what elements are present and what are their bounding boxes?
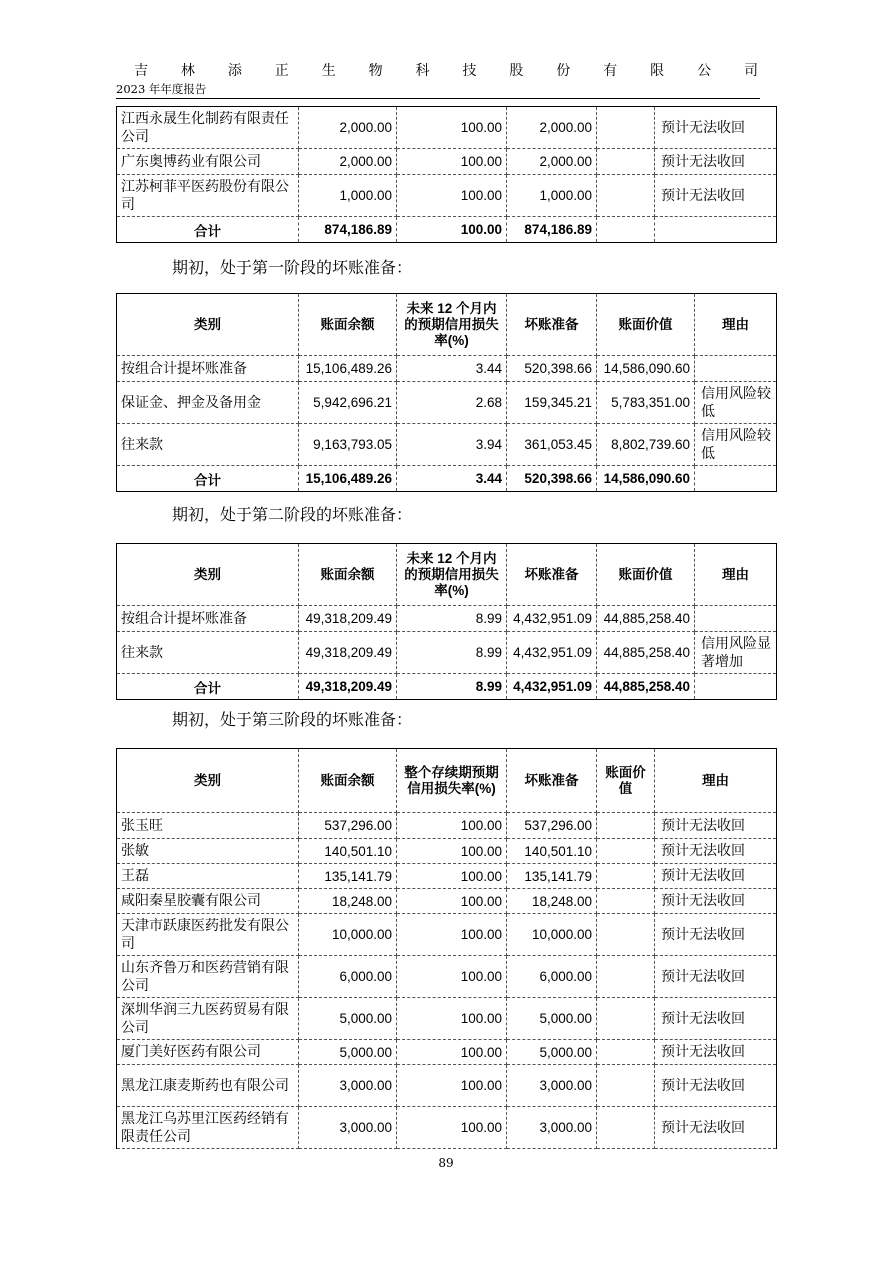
reason-cell: 预计无法收回 xyxy=(655,998,777,1040)
rate-cell: 100.00 xyxy=(397,889,507,914)
rate-cell: 3.44 xyxy=(397,356,507,382)
category-cell: 黑龙江乌苏里江医药经销有限责任公司 xyxy=(117,1107,299,1149)
total-label: 合计 xyxy=(117,466,299,492)
total-row xyxy=(117,466,777,492)
table-row xyxy=(117,424,777,466)
reason-cell: 预计无法收回 xyxy=(655,1040,777,1065)
table-row xyxy=(117,914,777,956)
reason-cell: 预计无法收回 xyxy=(655,175,777,217)
category-cell: 王磊 xyxy=(117,864,299,889)
provision-cell: 1,000.00 xyxy=(507,175,597,217)
reason-cell: 预计无法收回 xyxy=(655,889,777,914)
book-value-cell: 8,802,739.60 xyxy=(597,424,695,466)
book-value-cell: 14,586,090.60 xyxy=(597,356,695,382)
total-row xyxy=(117,217,777,243)
reason-cell: 信用风险较低 xyxy=(695,424,777,466)
table-row xyxy=(117,1107,777,1149)
provision-cell: 135,141.79 xyxy=(507,864,597,889)
provision-cell: 874,186.89 xyxy=(507,217,597,243)
book-value-cell xyxy=(597,839,655,864)
category-cell: 江西永晟生化制药有限责任公司 xyxy=(117,107,299,149)
provision-cell: 361,053.45 xyxy=(507,424,597,466)
book-value-cell xyxy=(597,175,655,217)
balance-cell: 5,000.00 xyxy=(299,1040,397,1065)
column-header: 整个存续期预期信用损失率(%) xyxy=(397,749,507,813)
table-row xyxy=(117,1065,777,1107)
rate-cell: 3.44 xyxy=(397,466,507,492)
balance-cell: 49,318,209.49 xyxy=(299,606,397,632)
rate-cell: 100.00 xyxy=(397,107,507,149)
reason-cell: 预计无法收回 xyxy=(655,839,777,864)
category-cell: 咸阳秦星胶囊有限公司 xyxy=(117,889,299,914)
section-title-stage1: 期初，处于第一阶段的坏账准备： xyxy=(172,258,413,277)
header-row xyxy=(117,544,777,606)
reason-cell xyxy=(655,217,777,243)
column-header: 理由 xyxy=(695,294,777,356)
category-cell: 黑龙江康麦斯药也有限公司 xyxy=(117,1065,299,1107)
provision-cell: 5,000.00 xyxy=(507,1040,597,1065)
provision-cell: 537,296.00 xyxy=(507,813,597,839)
book-value-cell xyxy=(597,1107,655,1149)
rate-cell: 8.99 xyxy=(397,632,507,674)
reason-cell: 预计无法收回 xyxy=(655,149,777,175)
column-header: 理由 xyxy=(695,544,777,606)
rate-cell: 100.00 xyxy=(397,813,507,839)
book-value-cell xyxy=(597,107,655,149)
company-char: 吉 xyxy=(134,63,148,79)
balance-cell: 537,296.00 xyxy=(299,813,397,839)
book-value-cell xyxy=(597,956,655,998)
table-row xyxy=(117,839,777,864)
column-header: 坏账准备 xyxy=(507,294,597,356)
column-header: 类别 xyxy=(117,749,299,813)
reason-cell: 信用风险显著增加 xyxy=(695,632,777,674)
company-char: 生 xyxy=(321,63,336,79)
reason-cell xyxy=(695,674,777,700)
balance-cell: 3,000.00 xyxy=(299,1107,397,1149)
section-title-stage2: 期初，处于第二阶段的坏账准备： xyxy=(172,505,413,524)
company-char: 科 xyxy=(415,63,430,79)
book-value-cell: 14,586,090.60 xyxy=(597,466,695,492)
category-cell: 张玉旺 xyxy=(117,813,299,839)
book-value-cell xyxy=(597,889,655,914)
category-cell: 往来款 xyxy=(117,424,299,466)
company-char: 物 xyxy=(368,63,383,79)
reason-cell xyxy=(695,606,777,632)
category-cell: 张敏 xyxy=(117,839,299,864)
column-header: 账面余额 xyxy=(299,294,397,356)
reason-cell: 预计无法收回 xyxy=(655,864,777,889)
company-char: 有 xyxy=(603,63,618,79)
rate-cell: 100.00 xyxy=(397,175,507,217)
balance-cell: 2,000.00 xyxy=(299,149,397,175)
section-title-stage3: 期初，处于第三阶段的坏账准备： xyxy=(172,710,413,729)
column-header: 类别 xyxy=(117,294,299,356)
column-header: 账面价值 xyxy=(597,544,695,606)
company-char: 添 xyxy=(227,63,242,79)
balance-cell: 10,000.00 xyxy=(299,914,397,956)
rate-cell: 100.00 xyxy=(397,998,507,1040)
table-row xyxy=(117,149,777,175)
header-row xyxy=(117,749,777,813)
company-char: 份 xyxy=(556,63,571,79)
table-row xyxy=(117,356,777,382)
rate-cell: 3.94 xyxy=(397,424,507,466)
table-row xyxy=(117,864,777,889)
category-cell: 按组合计提坏账准备 xyxy=(117,356,299,382)
category-cell: 山东齐鲁万和医药营销有限公司 xyxy=(117,956,299,998)
category-cell: 深圳华润三九医药贸易有限公司 xyxy=(117,998,299,1040)
provision-cell: 4,432,951.09 xyxy=(507,606,597,632)
column-header: 账面余额 xyxy=(299,544,397,606)
company-char: 公 xyxy=(697,63,712,79)
book-value-cell xyxy=(597,149,655,175)
reason-cell: 预计无法收回 xyxy=(655,956,777,998)
balance-cell: 1,000.00 xyxy=(299,175,397,217)
category-cell: 厦门美好医药有限公司 xyxy=(117,1040,299,1065)
book-value-cell: 44,885,258.40 xyxy=(597,674,695,700)
company-char: 林 xyxy=(180,63,195,79)
reason-cell xyxy=(695,356,777,382)
provision-cell: 140,501.10 xyxy=(507,839,597,864)
total-label: 合计 xyxy=(117,217,299,243)
column-header: 理由 xyxy=(655,749,777,813)
reason-cell: 预计无法收回 xyxy=(655,813,777,839)
column-header: 坏账准备 xyxy=(507,749,597,813)
balance-cell: 15,106,489.26 xyxy=(299,466,397,492)
table-row xyxy=(117,956,777,998)
category-cell: 江苏柯菲平医药股份有限公司 xyxy=(117,175,299,217)
provision-cell: 4,432,951.09 xyxy=(507,632,597,674)
balance-cell: 140,501.10 xyxy=(299,839,397,864)
rate-cell: 8.99 xyxy=(397,606,507,632)
provision-cell: 5,000.00 xyxy=(507,998,597,1040)
provision-cell: 2,000.00 xyxy=(507,107,597,149)
balance-cell: 5,000.00 xyxy=(299,998,397,1040)
rate-cell: 8.99 xyxy=(397,674,507,700)
table-row xyxy=(117,107,777,149)
provision-cell: 3,000.00 xyxy=(507,1107,597,1149)
book-value-cell xyxy=(597,914,655,956)
balance-cell: 5,942,696.21 xyxy=(299,382,397,424)
rate-cell: 100.00 xyxy=(397,914,507,956)
category-cell: 广东奥博药业有限公司 xyxy=(117,149,299,175)
book-value-cell: 44,885,258.40 xyxy=(597,606,695,632)
book-value-cell xyxy=(597,998,655,1040)
rate-cell: 100.00 xyxy=(397,217,507,243)
report-subtitle: 2023 年年度报告 xyxy=(116,82,207,96)
table-row xyxy=(117,606,777,632)
provision-cell: 520,398.66 xyxy=(507,356,597,382)
balance-cell: 3,000.00 xyxy=(299,1065,397,1107)
reason-cell: 预计无法收回 xyxy=(655,1107,777,1149)
company-char: 正 xyxy=(274,63,289,79)
balance-cell: 6,000.00 xyxy=(299,956,397,998)
book-value-cell xyxy=(597,864,655,889)
rate-cell: 100.00 xyxy=(397,1040,507,1065)
total-row xyxy=(117,674,777,700)
stage1-table xyxy=(116,293,777,492)
table-row xyxy=(117,1040,777,1065)
book-value-cell: 5,783,351.00 xyxy=(597,382,695,424)
balance-cell: 18,248.00 xyxy=(299,889,397,914)
total-label: 合计 xyxy=(117,674,299,700)
table-row xyxy=(117,175,777,217)
table-row xyxy=(117,998,777,1040)
rate-cell: 100.00 xyxy=(397,864,507,889)
provision-cell: 3,000.00 xyxy=(507,1065,597,1107)
rate-cell: 100.00 xyxy=(397,1065,507,1107)
page-header xyxy=(116,62,760,99)
table-row xyxy=(117,813,777,839)
category-cell: 天津市跃康医药批发有限公司 xyxy=(117,914,299,956)
category-cell: 保证金、押金及备用金 xyxy=(117,382,299,424)
rate-cell: 100.00 xyxy=(397,956,507,998)
column-header: 账面价值 xyxy=(597,294,695,356)
company-char: 限 xyxy=(650,63,665,79)
provision-cell: 6,000.00 xyxy=(507,956,597,998)
provision-cell: 18,248.00 xyxy=(507,889,597,914)
book-value-cell xyxy=(597,1040,655,1065)
reason-cell: 预计无法收回 xyxy=(655,107,777,149)
balance-cell: 874,186.89 xyxy=(299,217,397,243)
column-header: 未来 12 个月内的预期信用损失率(%) xyxy=(397,544,507,606)
rate-cell: 100.00 xyxy=(397,149,507,175)
rate-cell: 100.00 xyxy=(397,839,507,864)
column-header: 坏账准备 xyxy=(507,544,597,606)
book-value-cell: 44,885,258.40 xyxy=(597,632,695,674)
stage2-table xyxy=(116,543,777,700)
category-cell: 往来款 xyxy=(117,632,299,674)
column-header: 账面价值 xyxy=(597,749,655,813)
provision-cell: 4,432,951.09 xyxy=(507,674,597,700)
column-header: 未来 12 个月内的预期信用损失率(%) xyxy=(397,294,507,356)
header-row xyxy=(117,294,777,356)
column-header: 账面余额 xyxy=(299,749,397,813)
rate-cell: 100.00 xyxy=(397,1107,507,1149)
company-char: 股 xyxy=(509,63,524,79)
company-char: 技 xyxy=(462,63,477,79)
balance-cell: 49,318,209.49 xyxy=(299,632,397,674)
stage3-table xyxy=(116,748,777,1149)
balance-cell: 135,141.79 xyxy=(299,864,397,889)
header-divider xyxy=(116,98,760,99)
reason-cell xyxy=(695,466,777,492)
company-name xyxy=(116,62,760,80)
provision-cell: 2,000.00 xyxy=(507,149,597,175)
company-char: 司 xyxy=(743,63,758,79)
balance-cell: 15,106,489.26 xyxy=(299,356,397,382)
balance-cell: 49,318,209.49 xyxy=(299,674,397,700)
balance-cell: 2,000.00 xyxy=(299,107,397,149)
column-header: 类别 xyxy=(117,544,299,606)
stage3-continued-table xyxy=(116,106,777,243)
category-cell: 按组合计提坏账准备 xyxy=(117,606,299,632)
table-row xyxy=(117,382,777,424)
table-row xyxy=(117,889,777,914)
book-value-cell xyxy=(597,217,655,243)
book-value-cell xyxy=(597,813,655,839)
provision-cell: 10,000.00 xyxy=(507,914,597,956)
book-value-cell xyxy=(597,1065,655,1107)
provision-cell: 520,398.66 xyxy=(507,466,597,492)
page-number: 89 xyxy=(438,1156,454,1170)
reason-cell: 预计无法收回 xyxy=(655,1065,777,1107)
table-row xyxy=(117,632,777,674)
reason-cell: 预计无法收回 xyxy=(655,914,777,956)
provision-cell: 159,345.21 xyxy=(507,382,597,424)
reason-cell: 信用风险较低 xyxy=(695,382,777,424)
balance-cell: 9,163,793.05 xyxy=(299,424,397,466)
rate-cell: 2.68 xyxy=(397,382,507,424)
